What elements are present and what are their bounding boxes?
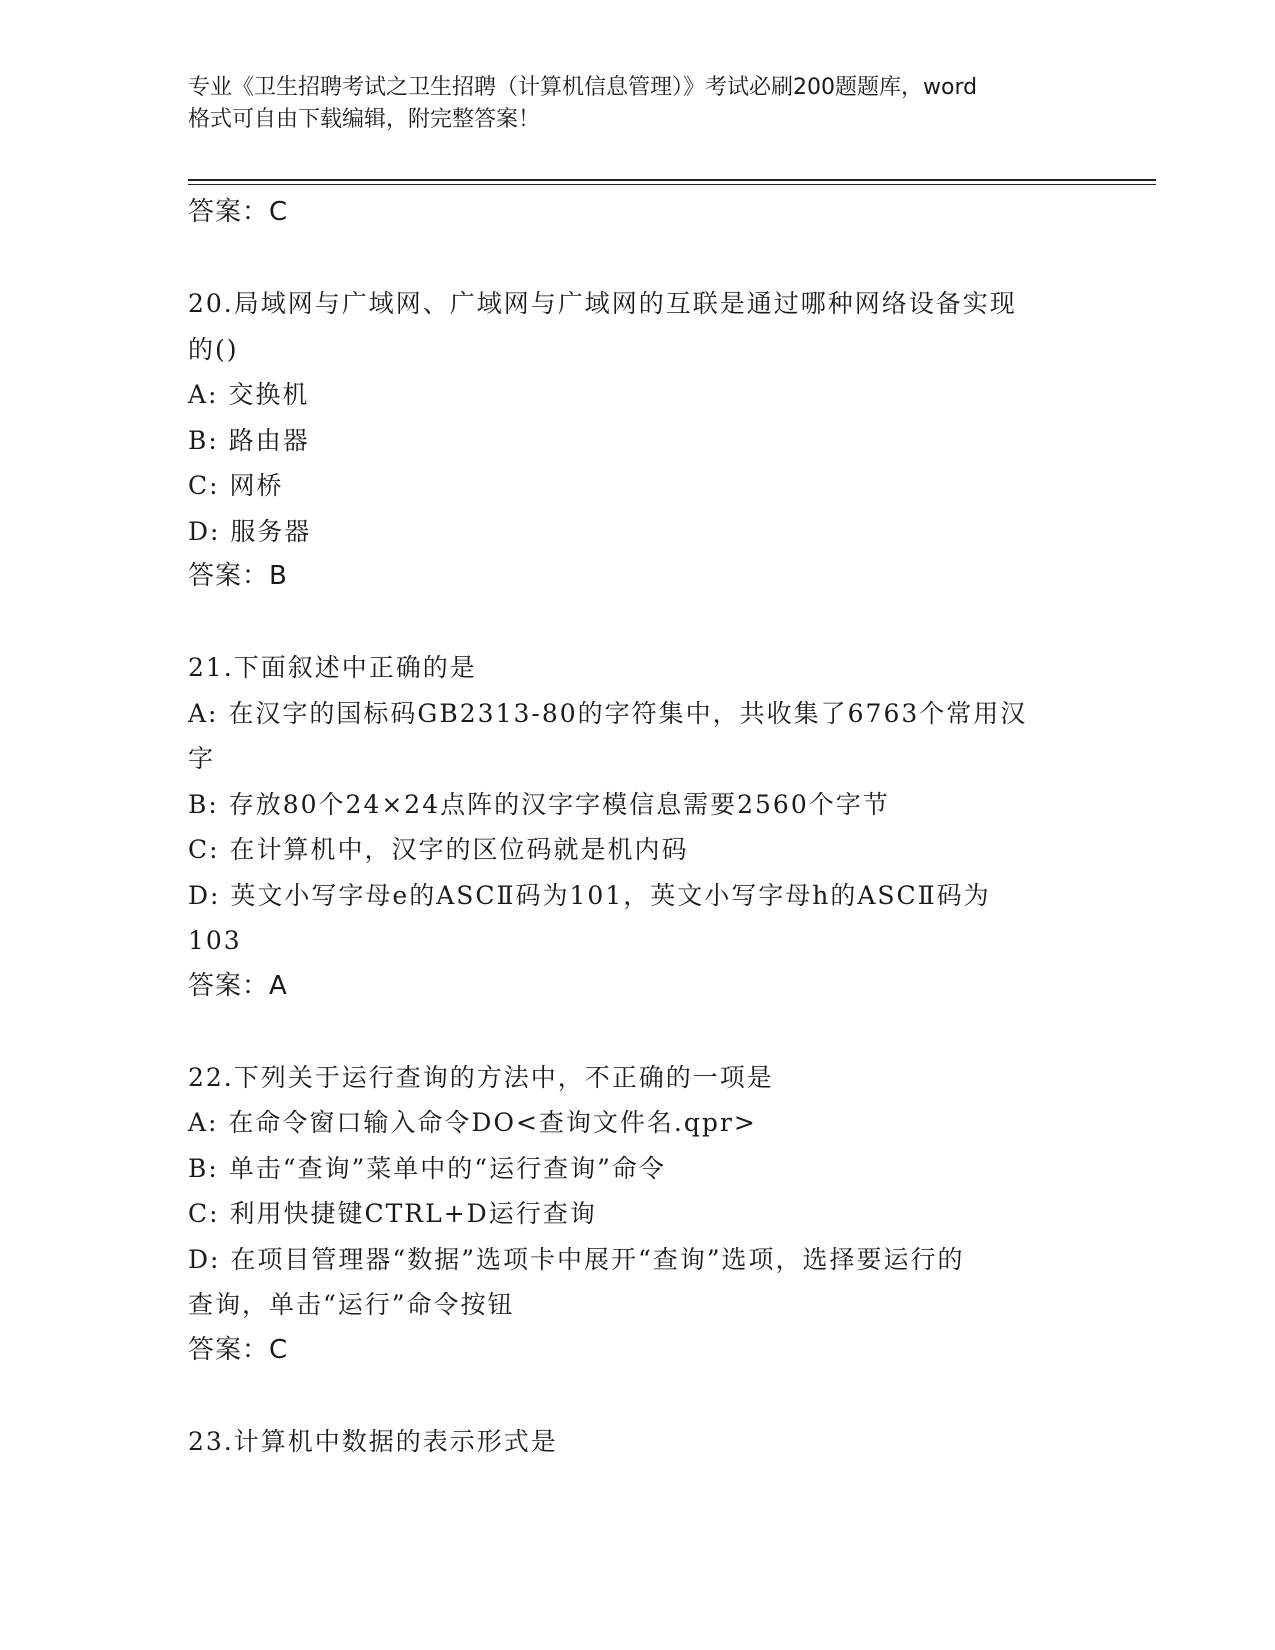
option-a: A: 交换机 bbox=[188, 380, 310, 409]
option-d: D: 在项目管理器“数据”选项卡中展开“查询”选项，选择要运行的 bbox=[188, 1244, 965, 1274]
question-21 bbox=[188, 645, 1088, 1009]
answer: 答案：A bbox=[188, 970, 288, 1001]
option-d-cont: 103 bbox=[188, 926, 242, 955]
question-stem: 21.下面叙述中正确的是 bbox=[188, 653, 477, 682]
header-line-2: 格式可自由下载编辑，附完整答案！ bbox=[188, 107, 541, 132]
header-line-1: 专业《卫生招聘考试之卫生招聘（计算机信息管理）》考试必刷200题题库，word bbox=[188, 75, 978, 100]
option-c: C: 在计算机中，汉字的区位码就是机内码 bbox=[188, 835, 689, 864]
header-divider-thin bbox=[188, 184, 1156, 185]
question-stem: 20.局域网与广域网、广域网与广域网的互联是通过哪种网络设备实现 bbox=[188, 289, 1017, 318]
question-22 bbox=[188, 1055, 1088, 1374]
answer: 答案：C bbox=[188, 1334, 289, 1365]
option-a-cont: 字 bbox=[188, 744, 216, 773]
option-a: A: 在汉字的国标码GB2313-80的字符集中，共收集了6763个常用汉 bbox=[188, 698, 1028, 728]
question-20 bbox=[188, 281, 1088, 600]
document-header bbox=[188, 72, 1088, 136]
header-divider-thick bbox=[188, 179, 1156, 181]
previous-answer: 答案：C bbox=[188, 197, 289, 227]
question-stem: 22.下列关于运行查询的方法中，不正确的一项是 bbox=[188, 1062, 774, 1092]
option-a: A: 在命令窗口输入命令DO<查询文件名.qpr> bbox=[188, 1108, 757, 1137]
option-c: C: 网桥 bbox=[188, 471, 284, 500]
document-body bbox=[188, 190, 1088, 1464]
answer: 答案：B bbox=[188, 561, 288, 591]
option-b: B: 路由器 bbox=[188, 425, 310, 455]
option-b: B: 存放80个24×24点阵的汉字字模信息需要2560个字节 bbox=[188, 789, 890, 819]
question-23 bbox=[188, 1419, 1088, 1465]
option-d-cont: 查询，单击“运行”命令按钮 bbox=[188, 1290, 515, 1319]
option-c: C: 利用快捷键CTRL+D运行查询 bbox=[188, 1199, 597, 1228]
option-d: D: 服务器 bbox=[188, 516, 312, 546]
option-b: B: 单击“查询”菜单中的“运行查询”命令 bbox=[188, 1153, 666, 1183]
question-stem: 23.计算机中数据的表示形式是 bbox=[188, 1426, 558, 1456]
option-d: D: 英文小写字母e的ASCⅡ码为101，英文小写字母h的ASCⅡ码为 bbox=[188, 880, 991, 910]
question-stem-cont: 的() bbox=[188, 334, 239, 364]
